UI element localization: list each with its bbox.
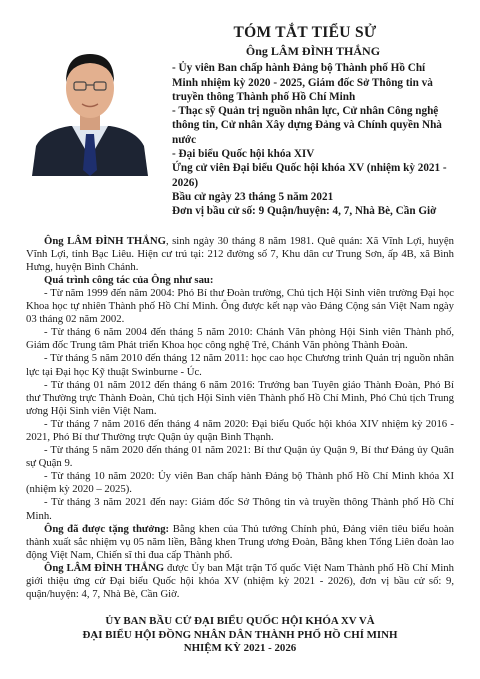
issuer-footer <box>26 615 454 656</box>
process-item: - Từ tháng 7 năm 2016 đến tháng 4 năm 2020: Đại biểu Quốc hội khóa XIV nhiệm kỳ 2016 - 2021, Phó Bí thư Thường trực Quận ủy quận Bình Thạnh. <box>26 417 454 443</box>
header-section <box>26 44 454 219</box>
summary-block <box>172 44 454 219</box>
portrait-image <box>26 30 154 176</box>
bio-intro-name: Ông LÂM ĐÌNH THẮNG <box>44 234 166 247</box>
nomination <box>26 562 454 601</box>
process-heading: Quá trình công tác của Ông như sau: <box>44 273 214 286</box>
footer-line-2: ĐẠI BIỂU HỘI ĐỒNG NHÂN DÂN THÀNH PHỐ HỒ CHÍ MINH <box>82 628 398 641</box>
nomination-text: được Ủy ban Mặt trận Tổ quốc Việt Nam Thành phố Hồ Chí Minh giới thiệu ứng cử Đại biểu Quốc hội khóa XV (nhiệm kỳ 2021 - 2026), đơn vị bầu cử số: 9, quận/huyện: 4, 7, Nhà Bè, Cần Giờ. <box>26 561 454 601</box>
awards-label: Ông đã được tặng thưởng: <box>44 522 170 535</box>
summary-line-2: - Thạc sỹ Quản trị nguồn nhân lực, Cử nhân Công nghệ thông tin, Cử nhân Xây dựng Đảng và Chính quyền Nhà nước <box>172 105 442 146</box>
summary-line-3: - Đại biểu Quốc hội khóa XIV <box>172 148 315 161</box>
summary-line-1: - Ủy viên Ban chấp hành Đảng bộ Thành phố Hồ Chí Minh nhiệm kỳ 2020 - 2025, Giám đốc Sở Thông tin và truyền thông Thành phố Hồ Chí Minh <box>172 62 433 103</box>
awards <box>26 523 454 562</box>
candidate-name: Ông LÂM ĐÌNH THẮNG <box>245 44 381 58</box>
summary-line-6: Đơn vị bầu cử số: 9 Quận/huyện: 4, 7, Nhà Bè, Cần Giờ <box>172 205 437 218</box>
process-item: - Từ tháng 6 năm 2004 đến tháng 5 năm 2010: Chánh Văn phòng Hội Sinh viên Thành phố, Giám đốc Trung tâm Phát triển Khoa học công nghệ Trẻ, Chánh Văn phòng Thành Đoàn. <box>26 326 454 352</box>
page-title: TÓM TẮT TIỂU SỬ <box>233 24 377 41</box>
process-item: - Từ năm 1999 đến năm 2004: Phó Bí thư Đoàn trường, Chủ tịch Hội Sinh viên trường Đại học Khoa học tự nhiên Thành phố Hồ Chí Minh. Ông được kết nạp vào Đảng Cộng sản Việt Nam ngày 03 tháng 02 năm 2002. <box>26 286 454 326</box>
process-item: - Từ tháng 01 năm 2012 đến tháng 6 năm 2016: Trưởng ban Tuyên giáo Thành Đoàn, Phó Bí thư Thường trực Thành Đoàn, Chủ tịch Hội Sinh viên Thành phố Hồ Chí Minh, Phó Chủ tịch Trung ương Hội Sinh viên Việt Nam. <box>26 378 454 417</box>
process-item: - Từ tháng 3 năm 2021 đến nay: Giám đốc Sở Thông tin và truyền thông Thành phố Hồ Chí Minh. <box>26 496 454 522</box>
footer-line-3: NHIỆM KỲ 2021 - 2026 <box>183 642 297 655</box>
process-item: - Từ tháng 5 năm 2020 đến tháng 01 năm 2021: Bí thư Quận ủy Quận 9, Bí thư Đảng ủy Quân sự Quận 9. <box>26 444 454 470</box>
nomination-name: Ông LÂM ĐÌNH THẮNG <box>44 561 165 574</box>
process-item: - Từ tháng 10 năm 2020: Ủy viên Ban chấp hành Đảng bộ Thành phố Hồ Chí Minh khóa XI (nhiệm kỳ 2020 – 2025). <box>26 470 454 496</box>
candidate-photo <box>26 30 154 176</box>
bio-intro-text: , sinh ngày 30 tháng 8 năm 1981. Quê quán: Xã Vĩnh Lợi, huyện Vĩnh Lợi, tỉnh Bạc Liêu. Hiện cư trú tại: 212 đường số 7, Khu dân cư Trung Sơn, ấp 4B, xã Bình Hưng, huyện Bình Chánh. <box>26 234 454 273</box>
process-item: - Từ tháng 5 năm 2010 đến tháng 12 năm 2011: học cao học Chương trình Quản trị nguồn nhân lực tại Đại học Kỹ thuật Swinburne - Úc. <box>26 352 454 378</box>
summary-line-5: Bầu cử ngày 23 tháng 5 năm 2021 <box>172 190 334 203</box>
bio-intro <box>26 235 454 274</box>
summary-line-4: Ứng cử viên Đại biểu Quốc hội khóa XV (nhiệm kỳ 2021 - 2026) <box>172 162 447 189</box>
footer-line-1: ỦY BAN BẦU CỬ ĐẠI BIỂU QUỐC HỘI KHÓA XV VÀ <box>105 615 375 628</box>
awards-text: Bằng khen của Thủ tướng Chính phủ, Đảng viên tiêu biểu hoàn thành xuất sắc nhiệm vụ 05 năm liền, Bằng khen Trung ương Đoàn, Bằng khen Tổng Liên đoàn lao động Việt Nam, Chiến sĩ thi đua cấp Thành phố. <box>26 522 455 561</box>
biography <box>26 235 454 602</box>
